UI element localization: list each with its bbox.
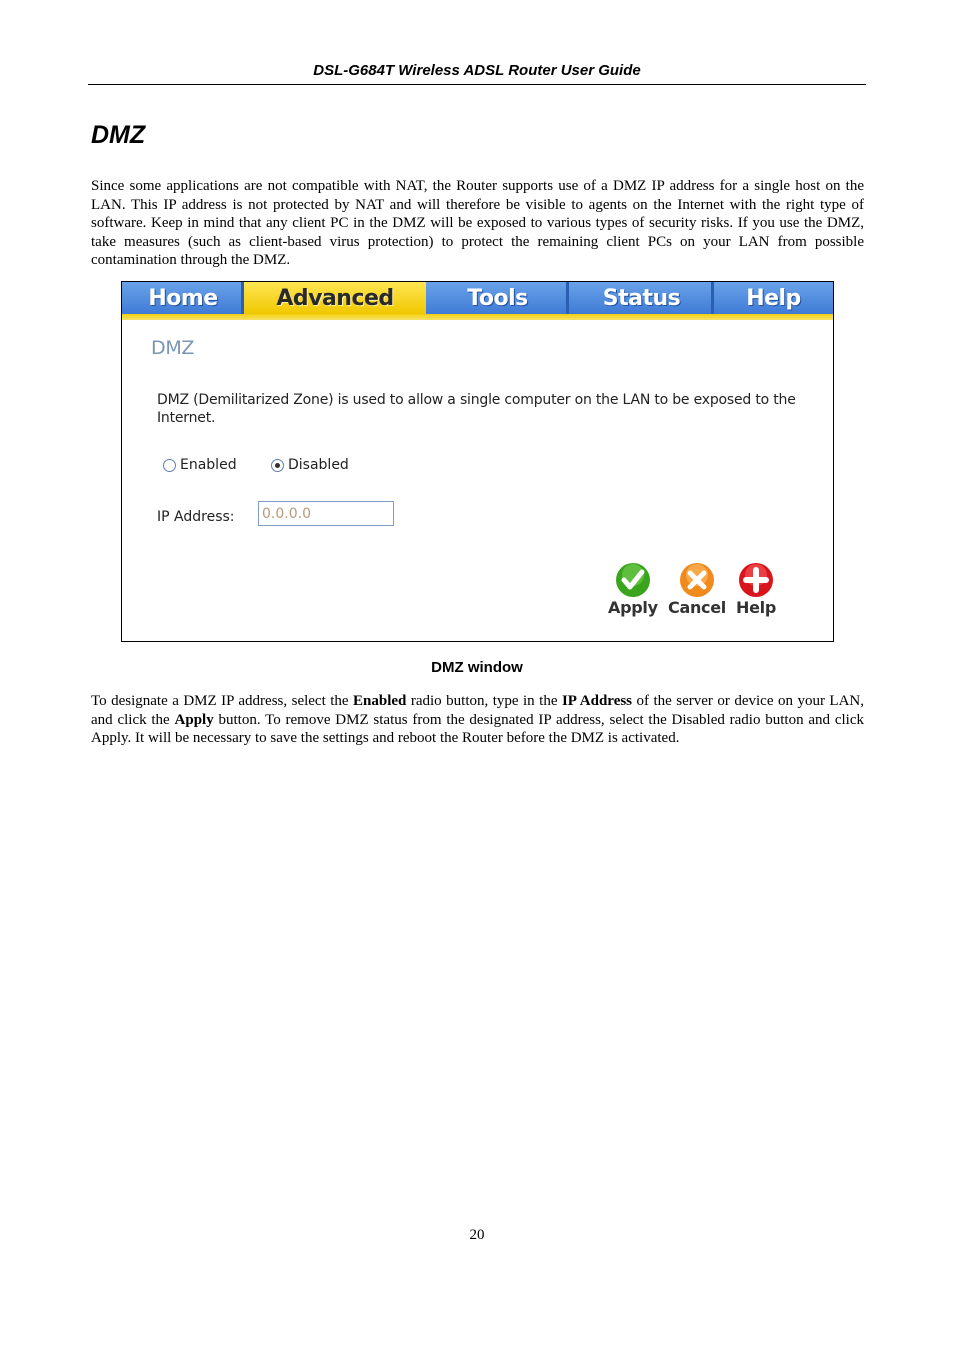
help-button[interactable]	[736, 562, 776, 617]
radio-disabled-circle[interactable]	[271, 459, 284, 472]
figure-caption: DMZ window	[431, 659, 523, 676]
tab-help[interactable]: Help	[746, 285, 801, 311]
tab-home[interactable]: Home	[122, 282, 244, 314]
intro-paragraph: Since some applications are not compatible with NAT, the Router supports use of a DMZ IP address for a single host on the LAN. This IP address is not protected by NAT and will therefore be visible to agents on the Internet with the right type of software. Keep in mind that any client PC in the DMZ will be exposed to various types of security risks. If you use the DMZ, take measures (such as client-based virus protection) to protect the remaining client PCs on your LAN from possible contamination through the DMZ.	[91, 178, 864, 269]
check-icon	[615, 562, 651, 598]
outro-run: IP Address	[561, 693, 633, 709]
apply-button[interactable]	[608, 562, 658, 617]
outro-run: button. To remove DMZ status from the designated IP address, select the Disabled radio button and click Apply. It will be necessary to save the settings and reboot the Router before the DMZ is activated.	[91, 711, 864, 747]
panel-title: DMZ	[151, 337, 195, 359]
section-title: DMZ	[91, 121, 146, 149]
radio-enabled-circle[interactable]	[163, 459, 176, 472]
outro-run: of the server or device on your LAN, and click the	[91, 693, 864, 728]
dmz-window-screenshot	[121, 281, 834, 642]
tab-advanced[interactable]: Advanced	[244, 282, 426, 314]
outro-paragraph	[91, 692, 864, 748]
plus-icon	[738, 562, 774, 598]
nav-underline	[122, 314, 833, 320]
help-label: Help	[736, 598, 776, 617]
outro-run: Enabled	[353, 693, 407, 709]
panel-description: DMZ (Demilitarized Zone) is used to allow a single computer on the LAN to be exposed to the Internet.	[157, 392, 796, 426]
apply-label: Apply	[608, 598, 658, 617]
radio-enabled-label: Enabled	[180, 457, 237, 473]
cancel-button[interactable]	[668, 562, 726, 617]
outro-run: Apply	[174, 711, 214, 728]
x-icon	[679, 562, 715, 598]
tab-tools[interactable]: Tools	[426, 282, 569, 314]
cancel-label: Cancel	[668, 598, 726, 617]
running-header: DSL-G684T Wireless ADSL Router User Guide	[313, 62, 641, 79]
page-number: 20	[469, 1227, 485, 1243]
ip-address-input[interactable]	[258, 501, 394, 526]
ip-address-label: IP Address:	[157, 509, 235, 525]
radio-enabled[interactable]	[163, 457, 237, 473]
outro-run: radio button, type in the	[406, 693, 562, 709]
radio-disabled-label: Disabled	[288, 457, 349, 473]
tab-status[interactable]: Status	[569, 282, 714, 314]
top-nav-bar	[122, 282, 833, 314]
outro-run: To designate a DMZ IP address, select the	[91, 693, 354, 709]
radio-disabled[interactable]	[271, 457, 349, 473]
header-rule	[88, 84, 866, 85]
